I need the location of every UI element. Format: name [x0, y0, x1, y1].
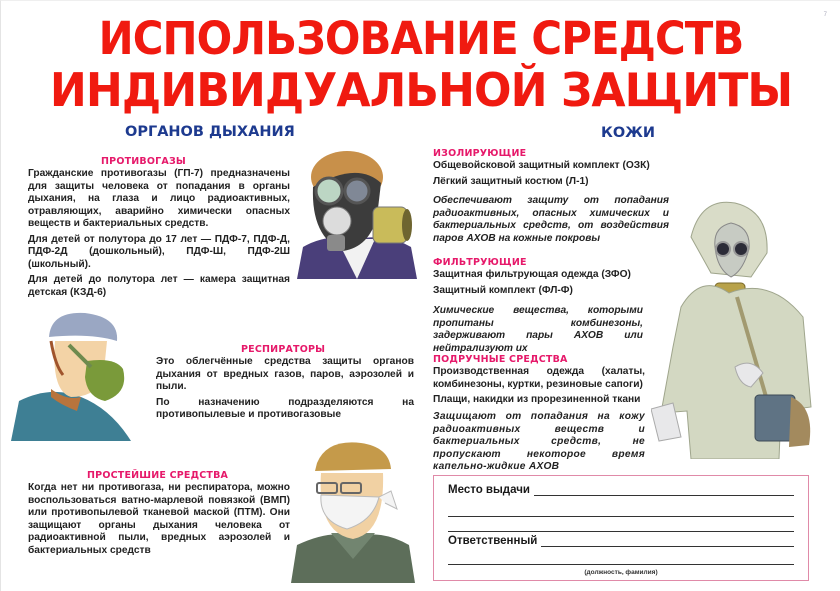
respirators-paragraph: Это облегчённые средства защиты органов дыхания от вредных газов, паров, аэрозолей и пыли.: [156, 356, 414, 392]
issue-place-label: Место выдачи: [448, 484, 530, 496]
respirator-person-illustration: [11, 301, 141, 441]
simplest-means-paragraph: Когда нет ни противогаза, ни респиратора, можно воспользоваться ватно-марлевой повязкой (ВМП) или противопылевой тканевой маской (ПТМ). Они защищают органы дыхания человека от радиоактивной пыли, вредных аэрозолей и бактериальных средств: [28, 482, 290, 556]
issue-place-row: [448, 484, 794, 496]
position-name-caption: (должность, фамилия): [584, 569, 658, 576]
protective-suit-person-illustration: [651, 197, 831, 459]
responsible-row: [448, 535, 794, 547]
responsible-line-2-row: [448, 553, 794, 565]
improvised-item: Производственная одежда (халаты, комбинезоны, куртки, резиновые сапоги): [433, 366, 645, 390]
issue-place-line-2-row: [448, 505, 794, 517]
page-number: 7: [823, 12, 827, 18]
poster-title-line-2: ИНДИВИДУАЛЬНОЙ ЗАЩИТЫ: [49, 63, 793, 117]
isolating-title: ИЗОЛИРУЮЩИЕ: [433, 148, 527, 159]
respiratory-heading: ОРГАНОВ ДЫХАНИЯ: [125, 124, 295, 140]
isolating-items: [433, 160, 668, 191]
respirators-text: [156, 356, 414, 425]
gauze-bandage-person-illustration: [291, 433, 415, 583]
gas-masks-paragraph: Для детей до полутора лет — камера защитная детская (КЗД-6): [28, 274, 290, 298]
improvised-means-items: [433, 366, 645, 410]
isolating-item: Лёгкий защитный костюм (Л-1): [433, 175, 589, 187]
filtering-title: ФИЛЬТРУЮЩИЕ: [433, 257, 527, 268]
issue-place-line-2[interactable]: [448, 505, 794, 517]
improvised-item: Плащи, накидки из прорезиненной ткани: [433, 394, 641, 405]
respirators-title: РЕСПИРАТОРЫ: [241, 344, 326, 355]
issue-place-line-3[interactable]: [448, 520, 794, 532]
filtering-item: Защитная фильтрующая одежда (ЗФО): [433, 269, 631, 280]
gas-masks-text: [28, 168, 290, 302]
improvised-means-title: ПОДРУЧНЫЕ СРЕДСТВА: [433, 354, 568, 365]
issue-place-line-3-row: [448, 520, 794, 532]
gas-mask-person-illustration: [297, 147, 417, 279]
gas-masks-paragraph: Гражданские противогазы (ГП-7) предназначены для защиты человека от попадания в органы дыхания, на глаза и лицо радиоактивных, отравляющих, аварийно химически опасных веществ и бактериальных средств.: [28, 168, 290, 229]
simplest-means-text: [28, 482, 290, 560]
simplest-means-title: ПРОСТЕЙШИЕ СРЕДСТВА: [87, 470, 229, 481]
gas-masks-paragraph: Для детей от полутора до 17 лет — ПДФ-7, ПДФ-Д, ПДФ-2Д (дошкольный), ПДФ-Ш, ПДФ-2Ш (школьный).: [28, 233, 290, 270]
issue-place-line[interactable]: [534, 484, 794, 496]
filtering-items: [433, 269, 668, 300]
isolating-note: Обеспечивают защиту от попадания радиоактивных, опасных химических и бактериальных средств, от воздействия паров АХОВ на кожные покровы: [433, 195, 669, 244]
responsible-line[interactable]: [541, 535, 794, 547]
isolating-item: Общевойсковой защитный комплект (ОЗК): [433, 160, 650, 171]
respirators-paragraph: По назначению подразделяются на противопылевые и противогазовые: [156, 396, 414, 420]
improvised-means-note: Защищают от попадания на кожу радиоактивных веществ и бактериальных средств, не пропускают некоторое время капельно-жидкие АХОВ: [433, 411, 645, 472]
responsible-label: Ответственный: [448, 535, 538, 547]
filtering-note: Химические вещества, которыми пропитаны комбинезоны, задерживают пары АХОВ или нейтрализуют их: [433, 305, 643, 354]
issue-form: [433, 475, 809, 581]
skin-heading: КОЖИ: [601, 125, 656, 141]
filtering-item: Защитный комплект (ФЛ-Ф): [433, 284, 573, 296]
poster-title-line-1: ИСПОЛЬЗОВАНИЕ СРЕДСТВ: [98, 12, 744, 65]
responsible-line-2[interactable]: [448, 553, 794, 565]
gas-masks-title: ПРОТИВОГАЗЫ: [101, 156, 186, 167]
